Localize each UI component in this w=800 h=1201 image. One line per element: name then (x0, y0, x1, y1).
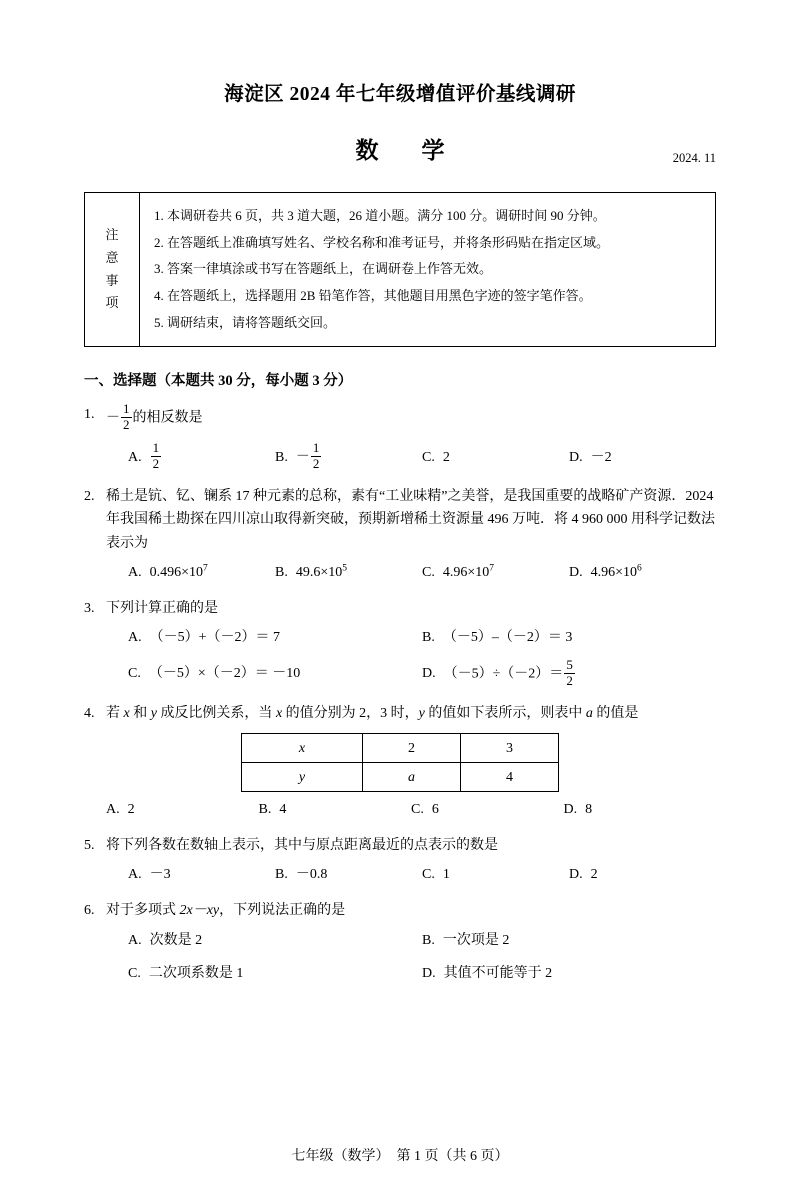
question-6 (84, 899, 716, 984)
question-3 (84, 597, 716, 689)
option-a-value: $0.496\times 10^7$ (149, 563, 208, 580)
notice-label (85, 193, 140, 346)
q4-var-y: y (418, 706, 425, 722)
notice-box (84, 192, 716, 347)
question-5 (84, 834, 716, 886)
option-d[interactable] (569, 442, 716, 472)
question-3-options-row2 (84, 656, 716, 689)
question-6-options-row1 (84, 929, 716, 952)
option-b-label: B. (275, 564, 288, 580)
option-d[interactable] (422, 962, 716, 985)
q4-var-x: x (275, 706, 283, 722)
option-a[interactable] (128, 863, 275, 886)
question-4-text (106, 702, 716, 725)
question-3-stem (84, 597, 716, 620)
question-4 (84, 702, 716, 821)
option-d-value: 8 (585, 802, 593, 818)
subject-row (84, 132, 716, 166)
notice-label-char: 事 (105, 272, 119, 288)
question-4-number: 4. (84, 706, 95, 722)
question-1-options (84, 442, 716, 472)
option-c-value: 1 (442, 867, 450, 883)
option-a[interactable] (128, 442, 275, 472)
option-d-value: －2 (590, 449, 612, 465)
option-d-label: D. (569, 867, 583, 883)
question-4-table (241, 733, 559, 792)
table-cell: 2 (363, 734, 461, 763)
option-b-label: B. (275, 449, 288, 465)
question-6-stem (84, 899, 716, 922)
table-row (242, 734, 559, 763)
question-2-stem (84, 485, 716, 554)
notice-label-char: 意 (105, 249, 119, 265)
question-5-stem (84, 834, 716, 857)
option-c[interactable] (128, 962, 422, 985)
option-a-value: （－5）+（－2）＝ 7 (149, 629, 281, 645)
option-a[interactable] (128, 626, 422, 649)
option-d-value: （－5）÷（－2）＝ $\frac{5}{2}$ (443, 656, 573, 688)
option-c[interactable] (422, 863, 569, 886)
option-a-label: A. (128, 867, 142, 883)
q6-post: ，下列说法正确的是 (219, 903, 346, 919)
q1-fraction: $\frac{1}{2}$ (123, 401, 130, 432)
option-a-value: $\frac{1}{2}$ (152, 440, 160, 471)
question-1-number: 1. (84, 407, 95, 423)
option-a[interactable] (106, 798, 259, 821)
option-b[interactable] (422, 929, 716, 952)
question-2-text: 稀土是钪、钇、镧系 17 种元素的总称，素有“工业味精”之美誉，是我国重要的战略矿产资源．2024 年我国稀土勘探在四川凉山取得新突破，预期新增稀土资源量 496 万吨．将 4 960 000 用科学记数法表示为 (106, 489, 715, 551)
subject-name: 数 学 (355, 138, 455, 163)
q6-expression: 2x－xy (179, 903, 220, 919)
option-a-label: A. (128, 932, 142, 948)
option-a-value: 次数是 2 (149, 932, 203, 948)
option-d[interactable] (422, 656, 716, 689)
option-c-value: $4.96\times 10^7$ (442, 563, 494, 580)
option-c[interactable] (411, 798, 564, 821)
q4-var-a: a (585, 706, 593, 722)
option-d-value: 其值不可能等于 2 (443, 965, 553, 981)
option-a-label: A. (128, 629, 142, 645)
notice-item: 1. 本调研卷共 6 页，共 3 道大题，26 道小题。满分 100 分。调研时间 90 分钟。 (154, 208, 606, 223)
option-b-label: B. (258, 802, 272, 818)
option-d[interactable] (564, 798, 717, 821)
q1-minus: － (106, 410, 120, 426)
option-b[interactable] (275, 863, 422, 886)
option-d[interactable] (569, 863, 716, 886)
page-footer: 七年级（数学） 第 1 页（共 6 页） (291, 1149, 509, 1164)
option-b-value: $49.6\times 10^5$ (295, 563, 347, 580)
option-c-value: 2 (442, 449, 450, 465)
option-d-value: 2 (590, 867, 598, 883)
notice-items (140, 193, 715, 346)
option-c-value: 二次项系数是 1 (148, 965, 244, 981)
question-3-options-row1 (84, 626, 716, 649)
option-c[interactable] (422, 561, 569, 584)
question-6-number: 6. (84, 903, 95, 919)
table-cell: 3 (461, 734, 559, 763)
option-d[interactable] (569, 561, 716, 584)
q4-part: 的值是 (592, 706, 639, 722)
option-a[interactable] (128, 929, 422, 952)
option-a-value: 2 (127, 802, 135, 818)
question-6-options-row2 (84, 962, 716, 985)
table-cell: y (242, 763, 363, 792)
option-b-value: － $\frac{1}{2}$ (295, 440, 320, 471)
option-a-label: A. (128, 564, 142, 580)
option-d-label: D. (422, 965, 436, 981)
page-title: 海淀区 2024 年七年级增值评价基线调研 (224, 84, 576, 105)
question-3-number: 3. (84, 600, 95, 616)
question-4-options (84, 798, 716, 821)
question-2 (84, 485, 716, 583)
q4-var-y: y (150, 706, 157, 722)
option-b-label: B. (275, 867, 288, 883)
option-c-label: C. (128, 666, 141, 682)
question-2-number: 2. (84, 489, 95, 505)
option-d-label: D. (569, 449, 583, 465)
option-b-value: （－5）–（－2）＝ 3 (442, 629, 573, 645)
notice-item: 4. 在答题纸上，选择题用 2B 铅笔作答，其他题目用黑色字迹的签字笔作答。 (154, 287, 592, 303)
option-c-label: C. (422, 867, 435, 883)
notice-label-char: 注 (105, 227, 119, 243)
exam-date: 2024. 11 (672, 151, 716, 165)
notice-item: 5. 调研结束，请将答题纸交回。 (154, 314, 337, 330)
option-c-label: C. (422, 449, 435, 465)
table-cell: a (363, 763, 461, 792)
option-d-label: D. (563, 802, 578, 818)
option-b[interactable] (275, 442, 422, 472)
table-row (242, 763, 559, 792)
option-c-value: （－5）×（－2）＝ －10 (148, 666, 301, 682)
option-b[interactable] (422, 626, 716, 649)
question-4-stem (84, 702, 716, 725)
option-c[interactable] (128, 659, 422, 689)
option-a[interactable] (128, 561, 275, 584)
question-5-text: 将下列各数在数轴上表示，其中与原点距离最近的点表示的数是 (106, 838, 498, 854)
option-c-value: 6 (431, 802, 439, 818)
option-b-label: B. (422, 932, 435, 948)
notice-item: 3. 答案一律填涂或书写在答题纸上，在调研卷上作答无效。 (154, 261, 493, 277)
question-3-text: 下列计算正确的是 (106, 600, 218, 616)
q6-pre: 对于多项式 (106, 903, 180, 919)
option-b-value: 4 (279, 802, 287, 818)
option-b-value: 一次项是 2 (442, 932, 510, 948)
question-5-number: 5. (84, 838, 95, 854)
option-a-label: A. (106, 802, 120, 818)
option-b-label: B. (422, 629, 435, 645)
q4-part: 若 (106, 706, 124, 722)
option-b-value: －0.8 (295, 867, 328, 883)
option-d-label: D. (422, 666, 436, 682)
option-a-value: －3 (149, 867, 171, 883)
q4-part: 和 (129, 706, 151, 722)
question-5-options (84, 863, 716, 886)
q4-part: 成反比例关系，当 (156, 706, 276, 722)
option-b[interactable] (259, 798, 412, 821)
option-c-label: C. (422, 564, 435, 580)
notice-item: 2. 在答题纸上准确填写姓名、学校名称和准考证号，并将条形码贴在指定区域。 (154, 234, 610, 250)
option-c-label: C. (411, 802, 424, 818)
question-1-text (106, 403, 716, 433)
exam-page (0, 78, 800, 1201)
option-d-label: D. (569, 564, 583, 580)
option-d-value: $4.96\times 10^6$ (590, 563, 642, 580)
q4-part: 的值分别为 2，3 时， (282, 706, 419, 722)
question-1-stem (84, 403, 716, 433)
table-cell: x (242, 734, 363, 763)
q4-part: 的值如下表所示，则表中 (424, 706, 586, 722)
question-2-options (84, 561, 716, 584)
section-title: 一、选择题（本题共 30 分，每小题 3 分） (84, 373, 353, 390)
notice-label-char: 项 (105, 295, 119, 311)
option-b[interactable] (275, 561, 422, 584)
q4-var-x: x (123, 706, 130, 722)
q1-tail: 的相反数是 (132, 410, 203, 426)
question-1 (84, 403, 716, 472)
option-a-label: A. (128, 449, 142, 465)
question-6-text (106, 899, 716, 922)
table-cell: 4 (461, 763, 559, 792)
option-c-label: C. (128, 965, 141, 981)
option-c[interactable] (422, 442, 569, 472)
